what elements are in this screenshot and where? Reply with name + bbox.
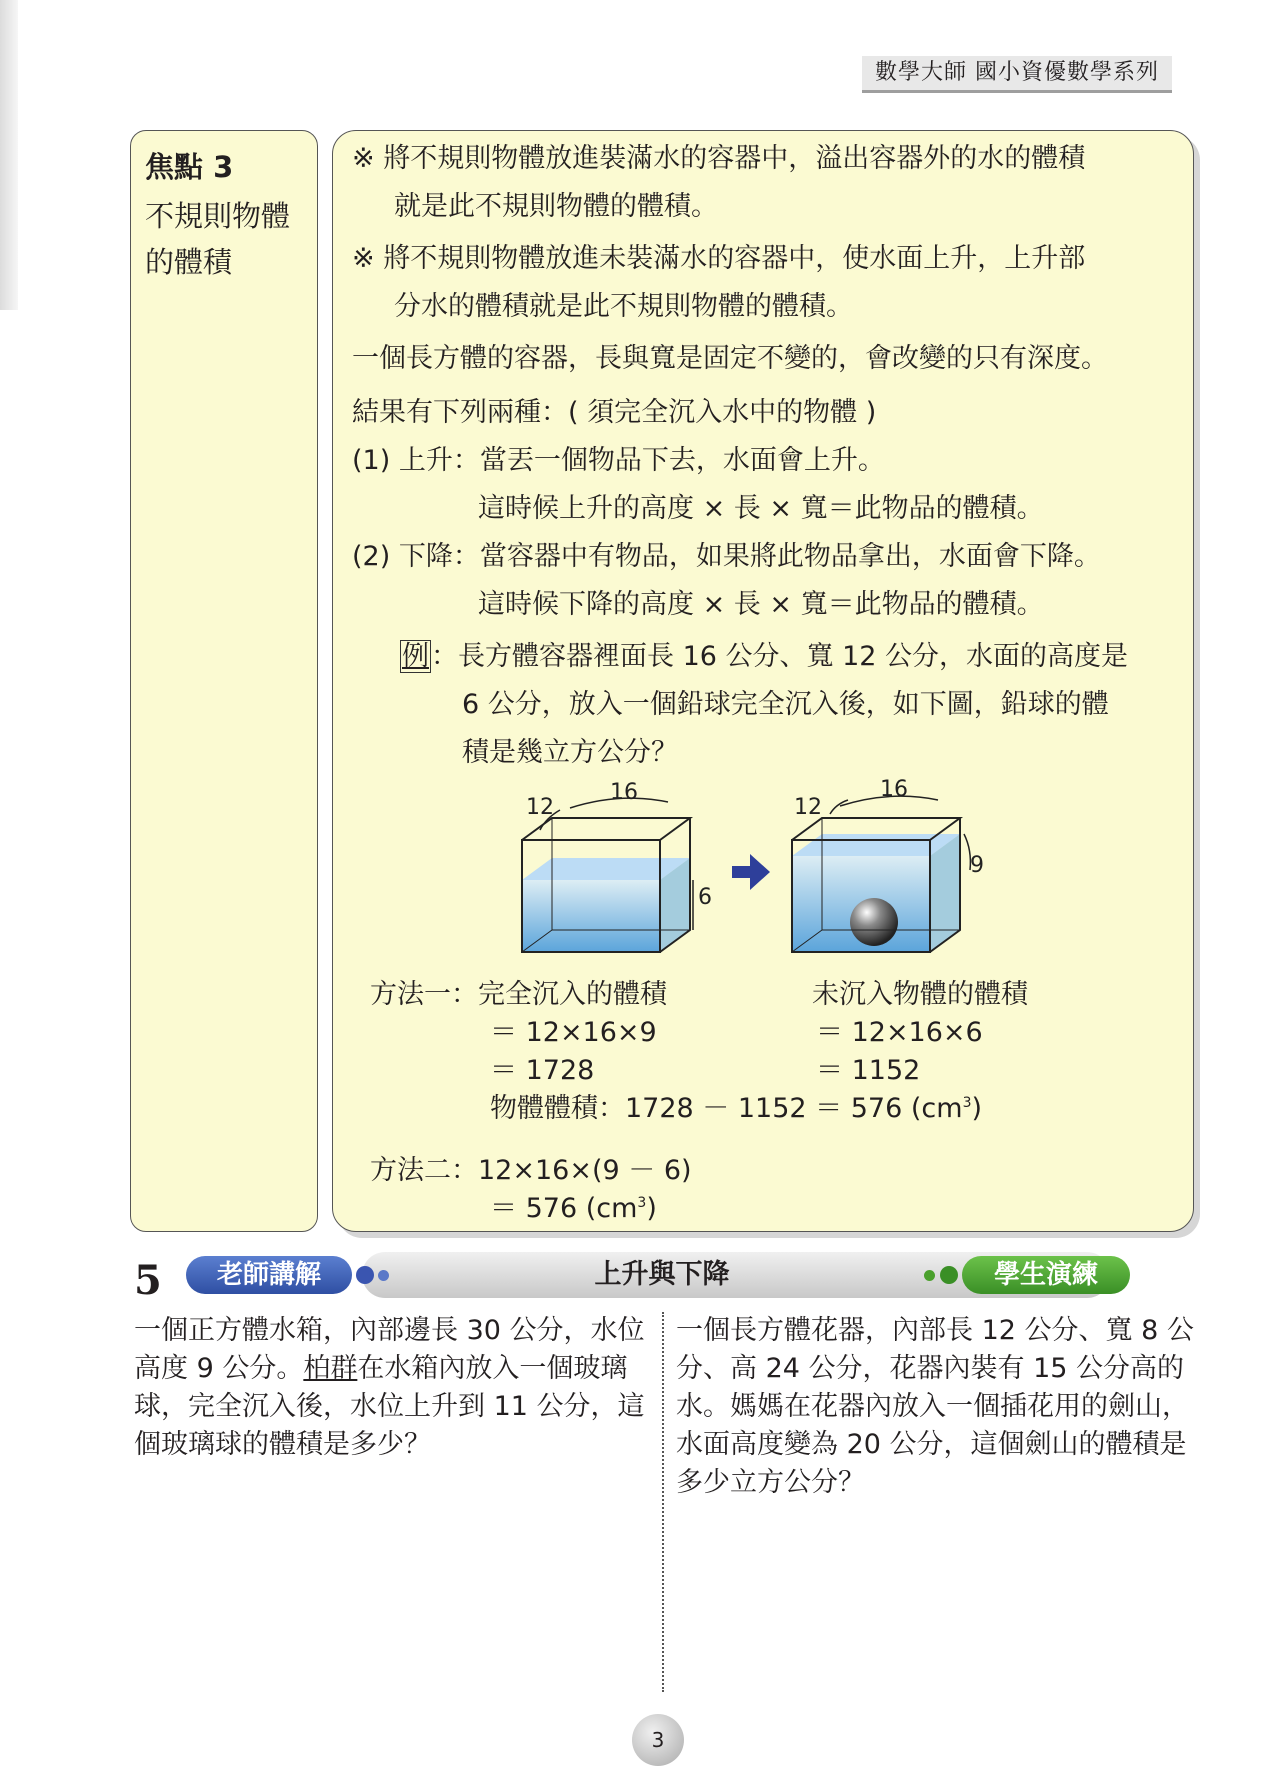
rule-line-8: 這時候上升的高度 × 長 × 寬＝此物品的體積。 bbox=[478, 493, 1044, 524]
example-line-1 bbox=[400, 634, 1128, 673]
rule-line-2: 就是此不規則物體的體積。 bbox=[394, 191, 718, 222]
left-label-16: 16 bbox=[610, 780, 638, 805]
green-dot-small-icon bbox=[924, 1270, 935, 1281]
method2-label: 方法二：12×16×(9 － 6) bbox=[370, 1155, 692, 1186]
right-container bbox=[792, 777, 984, 952]
page-edge-shade bbox=[0, 0, 18, 310]
left-container bbox=[522, 780, 712, 952]
rule-line-6: 結果有下列兩種：( 須完全沉入水中的物體 ) bbox=[352, 397, 877, 428]
example-line-2: 6 公分，放入一個鉛球完全沉入後，如下圖，鉛球的體 bbox=[462, 689, 1109, 720]
rule-line-9: (2) 下降：當容器中有物品，如果將此物品拿出，水面會下降。 bbox=[352, 541, 1101, 572]
rule-line-7: (1) 上升：當丟一個物品下去，水面會上升。 bbox=[352, 445, 885, 476]
method1-result bbox=[490, 1086, 982, 1125]
teacher-explanation-badge: 老師講解 bbox=[186, 1256, 352, 1294]
example-mark: 例 bbox=[402, 641, 429, 672]
teacher-problem-text-1: 一個正方體水箱，內部邊長 30 公分，水位高度 9 公分。 bbox=[134, 1315, 645, 1384]
example-text-1: ：長方體容器裡面長 16 公分、寬 12 公分，水面的高度是 bbox=[431, 641, 1129, 672]
right-label-16: 16 bbox=[880, 777, 908, 802]
right-label-12: 12 bbox=[794, 795, 822, 820]
method1-right-title: 未沉入物體的體積 bbox=[812, 979, 1028, 1010]
method1-step1: ＝ 12×16×9 bbox=[490, 1017, 657, 1048]
method1-result-sup: 3 bbox=[962, 1095, 972, 1111]
section-title: 上升與下降 bbox=[594, 1259, 730, 1290]
left-water-front bbox=[522, 880, 660, 952]
method2-result-text: ＝ 576 (cm bbox=[490, 1193, 638, 1224]
page-number: 3 bbox=[632, 1714, 684, 1766]
series-header: 數學大師 國小資優數學系列 bbox=[862, 56, 1172, 93]
teacher-problem-name: 柏群 bbox=[303, 1353, 358, 1384]
method2-result bbox=[490, 1186, 657, 1225]
method1-right-step1: ＝ 12×16×6 bbox=[816, 1017, 983, 1048]
right-label-9: 9 bbox=[970, 853, 984, 878]
teacher-problem bbox=[134, 1312, 654, 1464]
green-dot-icon bbox=[940, 1266, 958, 1284]
student-problem: 一個長方體花器，內部長 12 公分、寬 8 公分、高 24 公分，花器內裝有 15 公分高的水。媽媽在花器內放入一個插花用的劍山，水面高度變為 20 公分，這個劍山的體積是多少立方公分？ bbox=[676, 1315, 1194, 1498]
method2-result-sup: 3 bbox=[637, 1195, 647, 1211]
method2-result-end: ) bbox=[646, 1193, 657, 1224]
method1-result-end: ) bbox=[971, 1093, 983, 1124]
rule-line-10: 這時候下降的高度 × 長 × 寬＝此物品的體積。 bbox=[478, 589, 1044, 620]
arrow-icon bbox=[732, 854, 770, 890]
lead-ball bbox=[850, 898, 898, 946]
problem-divider bbox=[662, 1312, 664, 1692]
rule-line-1: ※ 將不規則物體放進裝滿水的容器中，溢出容器外的水的體積 bbox=[352, 143, 1086, 174]
teacher-problem-text-2: 在水箱內放入一個玻璃球，完全沉入後，水位上升到 11 公分，這個玻璃球的體積是多少？ bbox=[134, 1353, 645, 1460]
left-label-12: 12 bbox=[526, 795, 554, 820]
method1-right-step2: ＝ 1152 bbox=[816, 1055, 921, 1086]
student-practice-badge: 學生演練 bbox=[962, 1256, 1130, 1294]
focus-label-panel bbox=[130, 130, 318, 1232]
section-number: 5 bbox=[134, 1257, 162, 1304]
blue-dot-small-icon bbox=[378, 1270, 389, 1281]
blue-dot-icon bbox=[356, 1266, 374, 1284]
rule-line-5: 一個長方體的容器，長與寬是固定不變的，會改變的只有深度。 bbox=[352, 343, 1108, 374]
method1-label: 方法一：完全沉入的體積 bbox=[370, 979, 667, 1010]
focus-title: 焦點 3 bbox=[145, 150, 234, 184]
method1-result-text: 物體體積：1728 － 1152 ＝ 576 (cm bbox=[490, 1093, 963, 1124]
example-line-3: 積是幾立方公分？ bbox=[462, 737, 678, 768]
rule-line-3: ※ 將不規則物體放進未裝滿水的容器中，使水面上升，上升部 bbox=[352, 243, 1086, 274]
left-label-6: 6 bbox=[698, 885, 712, 910]
focus-subtitle: 不規則物體的體積 bbox=[145, 199, 291, 279]
rule-line-4: 分水的體積就是此不規則物體的體積。 bbox=[394, 291, 853, 322]
container-diagram bbox=[500, 770, 1020, 960]
method1-step2: ＝ 1728 bbox=[490, 1055, 595, 1086]
